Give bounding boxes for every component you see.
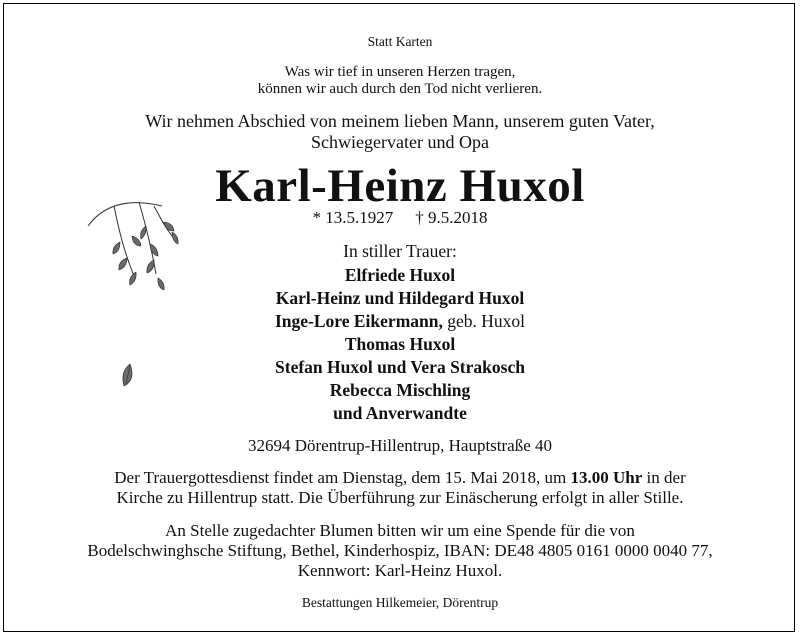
donation-line-3: Kennwort: Karl-Heinz Huxol. <box>297 561 503 580</box>
mourner-4: Thomas Huxol <box>344 334 456 354</box>
intro-line-1: Wir nehmen Abschied von meinem lieben Mann, unserem guten Vater, <box>145 111 655 131</box>
verse-line-2: können wir auch durch den Tod nicht verlieren. <box>257 81 543 97</box>
birch-branch-icon <box>84 196 184 306</box>
donation-line-2: Bodelschwinghsche Stiftung, Bethel, Kinderhospiz, IBAN: DE48 4805 0161 0000 0040 77, <box>87 541 713 560</box>
deceased-name: Karl-Heinz Huxol <box>215 160 585 212</box>
header-statt-karten: Statt Karten <box>367 34 433 49</box>
death-date: † 9.5.2018 <box>415 208 488 227</box>
funeral-home-footer: Bestattungen Hilkemeier, Dörentrup <box>301 595 499 610</box>
birth-date: * 13.5.1927 <box>312 208 394 227</box>
mourner-3-name: Inge-Lore Eikermann, <box>274 311 443 331</box>
mourner-3-maiden: geb. Huxol <box>447 311 526 331</box>
donation-line-1: An Stelle zugedachter Blumen bitten wir um eine Spende für die von <box>165 521 635 540</box>
mourner-2: Karl-Heinz und Hildegard Huxol <box>275 288 525 308</box>
address: 32694 Dörentrup-Hillentrup, Hauptstraße 40 <box>247 436 553 455</box>
falling-leaf-icon <box>118 362 142 390</box>
service-line-2: Kirche zu Hillentrup statt. Die Überführung zur Einäscherung erfolgt in aller Stille. <box>116 488 684 507</box>
mourner-1: Elfriede Huxol <box>344 265 456 285</box>
verse-line-1: Was wir tief in unseren Herzen tragen, <box>284 64 516 80</box>
service-text-pre: Der Trauergottesdienst findet am Dienstag, dem 15. Mai 2018, um <box>114 468 567 487</box>
mourner-3 <box>0 310 800 333</box>
mourner-7: und Anverwandte <box>333 403 467 423</box>
service-text-post: in der <box>646 468 686 487</box>
mourning-label: In stiller Trauer: <box>343 241 457 261</box>
service-line-1 <box>0 468 800 489</box>
mourner-5: Stefan Huxol und Vera Strakosch <box>275 357 525 377</box>
service-time: 13.00 Uhr <box>570 468 643 487</box>
intro-line-2: Schwiegervater und Opa <box>311 132 489 152</box>
mourner-6: Rebecca Mischling <box>329 380 471 400</box>
